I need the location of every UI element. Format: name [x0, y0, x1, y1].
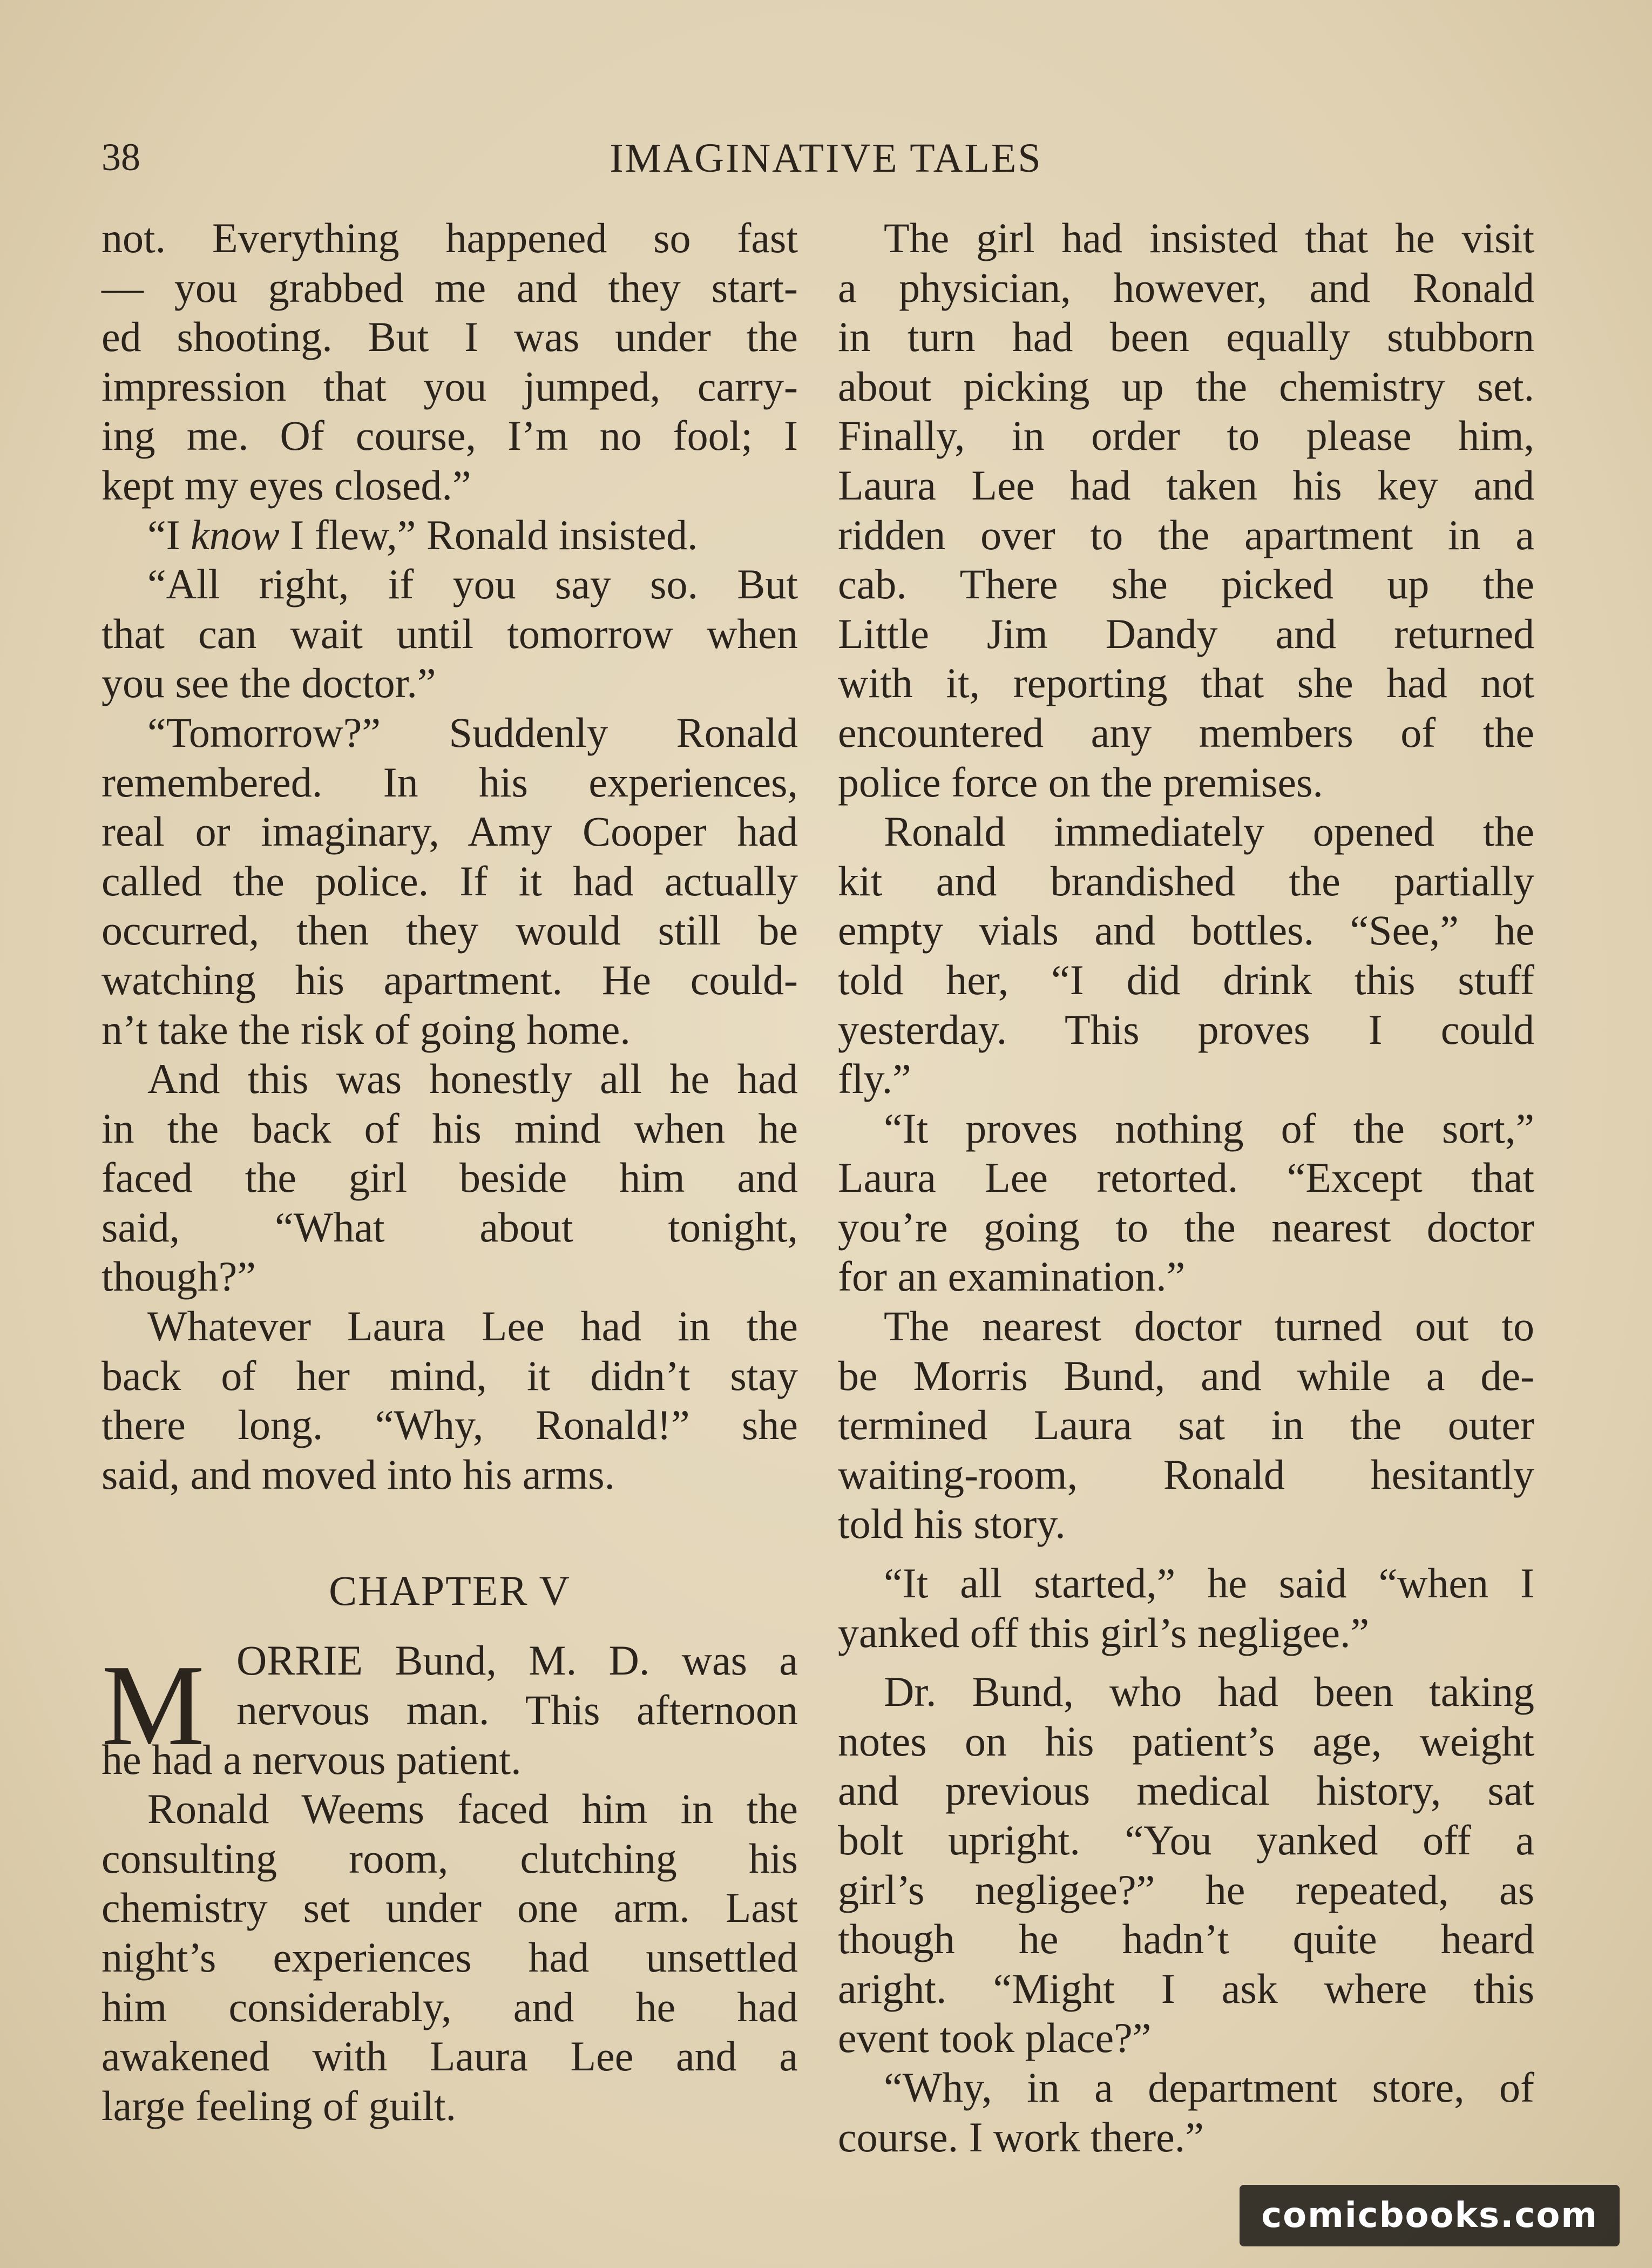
section-spacer [101, 1499, 798, 1556]
text-line: awakened with Laura Lee and a [101, 2033, 798, 2080]
text-line [101, 510, 798, 560]
text-line: Whatever Laura Lee had in the [147, 1302, 798, 1350]
left-column [101, 213, 798, 2130]
text-line: kept my eyes closed.” [101, 461, 471, 509]
text-line: police force on the premises. [838, 758, 1323, 806]
text-line: Little Jim Dandy and returned [838, 610, 1534, 657]
text-line: with it, reporting that she had not [838, 659, 1534, 707]
text-segment: I flew,” Ronald insisted. [279, 511, 698, 558]
text-line: you see the doctor.” [101, 659, 436, 707]
text-line: chemistry set under one arm. Last [101, 1884, 798, 1932]
text-line: event took place?” [838, 2014, 1152, 2062]
text-line: ridden over to the apartment in a [838, 511, 1534, 558]
text-line: told her, “I did drink this stuff [838, 956, 1534, 1003]
text-line: impression that you jumped, carry- [101, 362, 798, 410]
text-line: course. I work there.” [838, 2113, 1204, 2161]
text-line: faced the girl beside him and [101, 1154, 798, 1202]
section-spacer [101, 1626, 798, 1636]
text-line: empty vials and bottles. “See,” he [838, 907, 1534, 954]
chapter-heading: CHAPTER V [329, 1567, 571, 1615]
text-line: said, “What about tonight, [101, 1203, 798, 1251]
text-line: in the back of his mind when he [101, 1104, 798, 1152]
text-line: about picking up the chemistry set. [838, 362, 1534, 410]
text-line: consulting room, clutching his [101, 1834, 798, 1882]
text-line: — you grabbed me and they start- [101, 264, 798, 311]
text-line: girl’s negligee?” he repeated, as [838, 1866, 1534, 1913]
text-line: for an examination.” [838, 1253, 1186, 1300]
running-title: IMAGINATIVE TALES [610, 136, 1042, 181]
text-line: ed shooting. But I was under the [101, 313, 798, 361]
text-line: Laura Lee retorted. “Except that [838, 1154, 1534, 1202]
text-line: not. Everything happened so fast [101, 214, 798, 261]
text-line: that can wait until tomorrow when [101, 610, 798, 657]
text-line: occurred, then they would still be [101, 907, 798, 954]
text-line: notes on his patient’s age, weight [838, 1717, 1534, 1765]
text-line: Ronald Weems faced him in the [147, 1785, 798, 1833]
drop-cap: M [101, 1641, 205, 1770]
text-line: be Morris Bund, and while a de- [838, 1352, 1534, 1399]
text-line: “All right, if you say so. But [147, 561, 798, 608]
text-line: watching his apartment. He could- [101, 956, 798, 1003]
text-line: cab. There she picked up the [838, 561, 1534, 608]
text-line: you’re going to the nearest doctor [838, 1203, 1534, 1251]
text-line: kit and brandished the partially [838, 857, 1534, 905]
text-line: real or imaginary, Amy Cooper had [101, 808, 798, 855]
text-line: he had a nervous patient. [101, 1736, 522, 1783]
text-line: though he hadn’t quite heard [838, 1915, 1534, 1963]
right-column [838, 213, 1534, 2162]
text-line: “It proves nothing of the sort,” [884, 1104, 1534, 1152]
text-line: in turn had been equally stubborn [838, 313, 1534, 361]
text-line: told his story. [838, 1500, 1066, 1548]
text-line: aright. “Might I ask where this [838, 1965, 1534, 2012]
text-line: The nearest doctor turned out to [884, 1302, 1534, 1350]
watermark: comicbooks.com [1240, 2185, 1620, 2246]
text-line: nervous man. This afternoon [236, 1686, 798, 1734]
text-line: The girl had insisted that he visit [884, 214, 1534, 261]
text-line: him considerably, and he had [101, 1983, 798, 2030]
text-line: a physician, however, and Ronald [838, 264, 1534, 311]
text-line: n’t take the risk of going home. [101, 1005, 631, 1053]
page-number: 38 [101, 136, 140, 179]
text-line: called the police. If it had actually [101, 857, 798, 905]
text-line: “Tomorrow?” Suddenly Ronald [147, 708, 798, 756]
page-header [0, 135, 1652, 189]
text-line: “It all started,” he said “when I [884, 1560, 1534, 1607]
text-line: bolt upright. “You yanked off a [838, 1817, 1534, 1864]
text-line: encountered any members of the [838, 708, 1534, 756]
text-line: Finally, in order to please him, [838, 412, 1534, 460]
text-line: remembered. In his experiences, [101, 758, 798, 806]
text-line: yesterday. This proves I could [838, 1005, 1534, 1053]
text-line: And this was honestly all he had [147, 1055, 798, 1103]
text-line: back of her mind, it didn’t stay [101, 1352, 798, 1399]
section-spacer [838, 1657, 1534, 1667]
text-line: fly.” [838, 1055, 911, 1103]
text-line: ing me. Of course, I’m no fool; I [101, 412, 798, 460]
text-line: Dr. Bund, who had been taking [884, 1668, 1534, 1716]
text-line: “Why, in a department store, of [884, 2063, 1534, 2111]
text-line: large feeling of guilt. [101, 2082, 457, 2129]
text-line: Ronald immediately opened the [884, 808, 1534, 855]
text-line: night’s experiences had unsettled [101, 1934, 798, 1981]
text-line: though?” [101, 1253, 256, 1300]
text-line: yanked off this girl’s negligee.” [838, 1609, 1370, 1656]
section-spacer [838, 1549, 1534, 1558]
text-line: Laura Lee had taken his key and [838, 461, 1534, 509]
emphasized-word: know [191, 511, 280, 558]
text-line: said, and moved into his arms. [101, 1450, 615, 1498]
text-segment: “I [147, 511, 191, 558]
text-line: ORRIE Bund, M. D. was a [236, 1637, 798, 1684]
text-line: and previous medical history, sat [838, 1767, 1534, 1814]
text-line: termined Laura sat in the outer [838, 1401, 1534, 1449]
text-line: waiting-room, Ronald hesitantly [838, 1450, 1534, 1498]
text-line: there long. “Why, Ronald!” she [101, 1401, 798, 1449]
